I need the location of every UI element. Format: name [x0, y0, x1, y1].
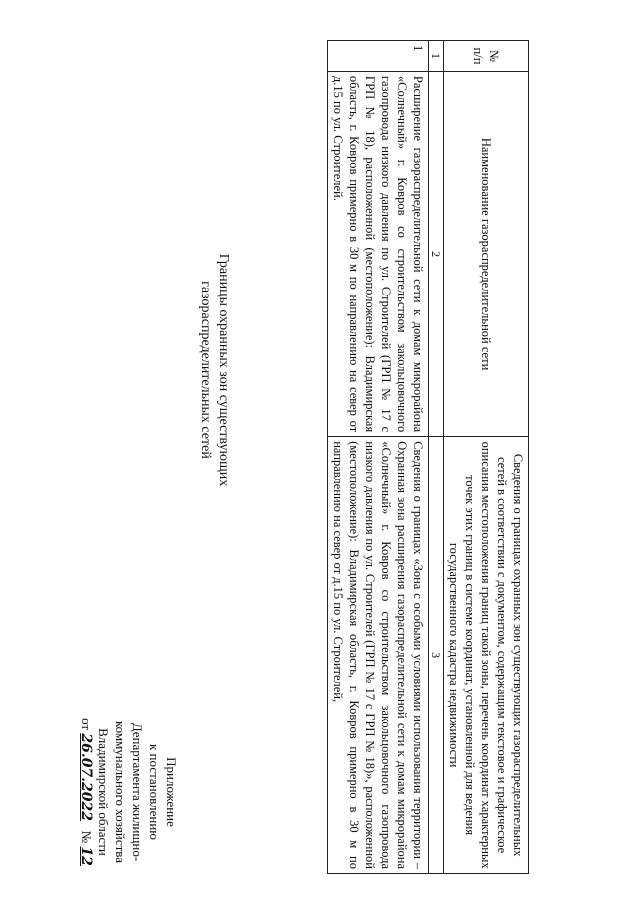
handwritten-number: 12	[78, 846, 94, 866]
title-line: Границы охранных зон существующих	[216, 253, 231, 487]
header-number: № п/п	[444, 41, 529, 72]
handwritten-date: 26.07.2022	[78, 733, 94, 822]
appendix-line: Приложение	[164, 757, 179, 827]
appendix-line: к постановлению	[147, 743, 162, 841]
zones-table	[327, 40, 529, 874]
column-number: 3	[429, 437, 444, 874]
title-line: газораспределительных сетей	[198, 281, 213, 459]
header-network-name: Наименование газораспределительной сети	[444, 71, 529, 436]
column-numbers-row	[429, 41, 444, 874]
table-row	[328, 41, 429, 874]
header-zone-info: Сведения о границах охранных зон существующих газораспределительных сетей в соответствии с документом, содержащим текстовое и графическое описания местоположения границ такой зоны, перечень координат характерных точек этих границ в системе координат, установленной для ведения государственного кадастра недвижимости	[444, 437, 529, 874]
document-title	[196, 180, 232, 560]
number-prefix: №	[79, 830, 94, 844]
date-prefix: от	[79, 718, 94, 731]
appendix-header	[77, 692, 180, 892]
row-number: 1	[328, 41, 429, 72]
table-header-row	[444, 41, 529, 874]
appendix-line: Департамента жилищно-	[130, 722, 145, 862]
appendix-line: Владимирской области	[96, 728, 111, 856]
network-name-cell: Расширение газораспределительной сети к домам микрорайона «Солнечный» г. Ковров со строительством закольцовочного газопровода низкого давления по ул. Строителей (ГРП № 17 с ГРП № 18), расположенной (местоположение): Владимирская область, г. Ковров примерно в 30 м по направлению на север от д.15 по ул. Строителей.	[328, 71, 429, 436]
appendix-date-line	[77, 692, 95, 892]
appendix-line: коммунального хозяйства	[113, 720, 128, 864]
column-number: 1	[429, 41, 444, 72]
column-number: 2	[429, 71, 444, 436]
zone-info-cell: Сведения о границах «Зона с особыми условиями использования территории – Охранная зона расширения газораспределительной сети к домам микрорайона «Солнечный» г. Ковров со строительством закольцовочного газопровода низкого давления по ул. Строителей (ГРП № 17 с ГРП № 18)», расположенной (местоположение): Владимирская область, г. Ковров примерно в 30 м по направлению на север от д.15 по ул. Строителей,	[328, 437, 429, 874]
